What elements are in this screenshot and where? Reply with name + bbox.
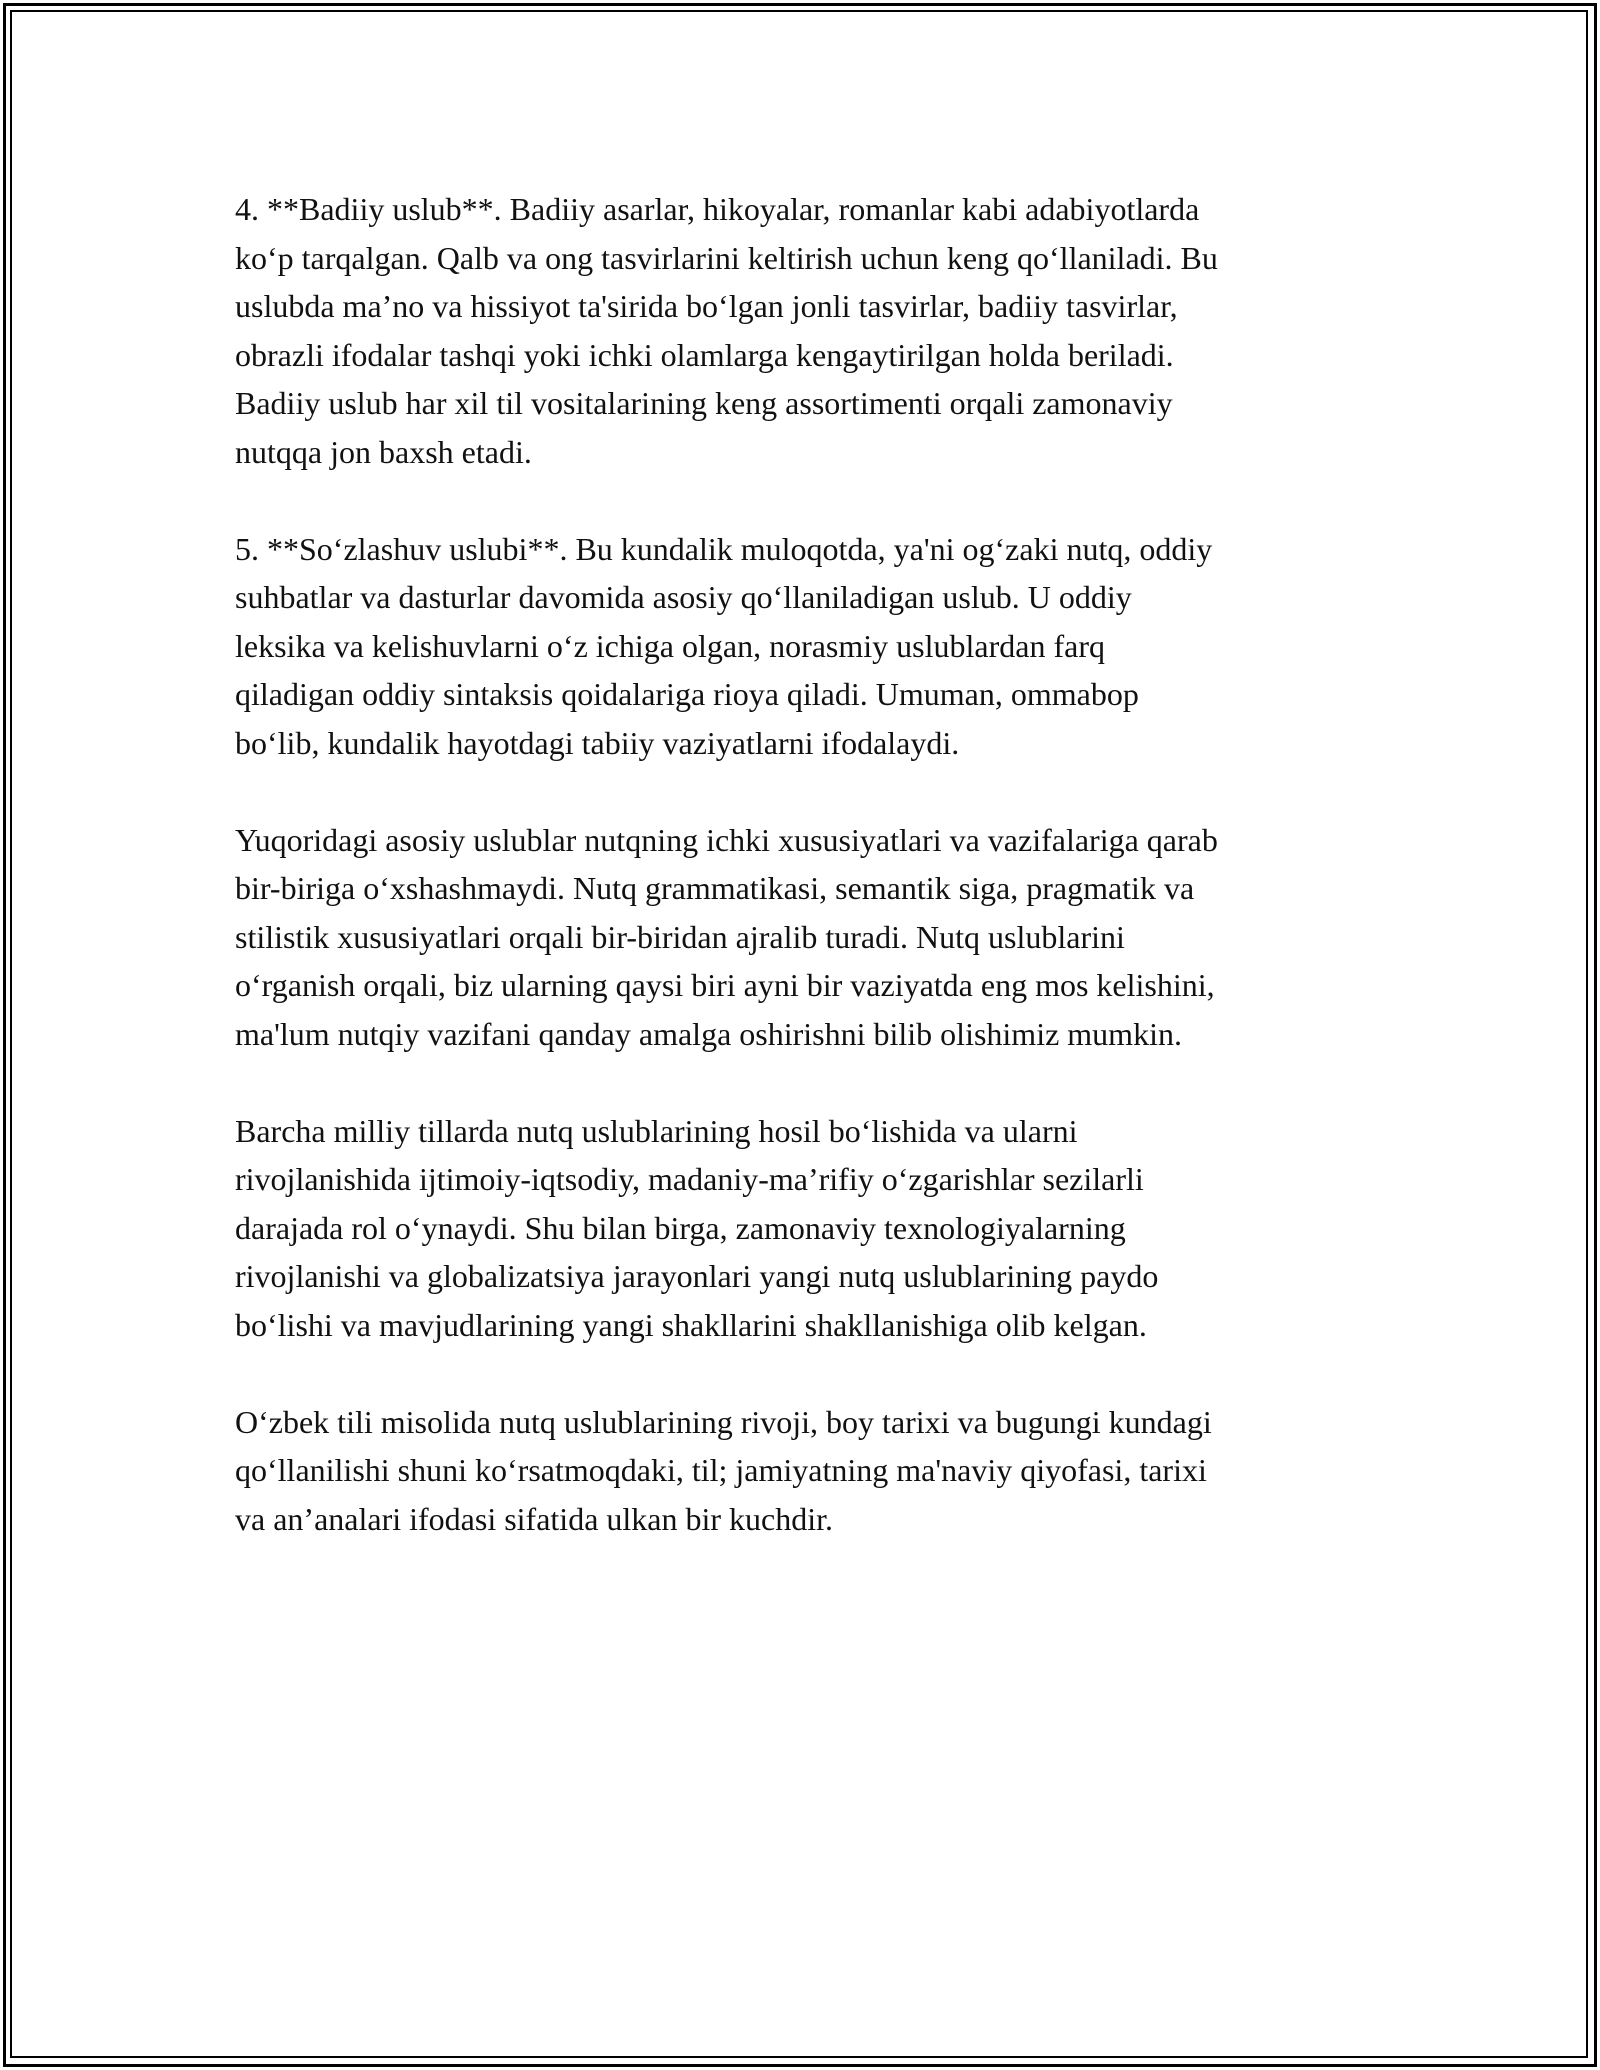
paragraph-sozlashuv-uslubi: 5. **So‘zlashuv uslubi**. Bu kundalik muloqotda, ya'ni og‘zaki nutq, oddiy suhbatlar va dasturlar davomida asosiy qo‘llaniladigan uslub. U oddiy leksika va kelishuvlarni o‘z ichiga olgan, norasmiy uslublardan farq qiladigan oddiy sintaksis qoidalariga rioya qiladi. Umuman, ommabop bo‘lib, kundalik hayotdagi tabiiy vaziyatlarni ifodalaydi.: [235, 530, 1213, 761]
document-body: [235, 185, 1375, 1592]
paragraph-asosiy-uslublar: Yuqoridagi asosiy uslublar nutqning ichki xususiyatlari va vazifalariga qarab bir-biriga o‘xshashmaydi. Nutq grammatikasi, semantik siga, pragmatik va stilistik xususiyatlari orqali bir-biridan ajralib turadi. Nutq uslublarini o‘rganish orqali, biz ularning qaysi biri ayni bir vaziyatda eng mos kelishini, ma'lum nutqiy vazifani qanday amalga oshirishni bilib olishimiz mumkin.: [235, 821, 1218, 1052]
paragraph-milliy-tillar: Barcha milliy tillarda nutq uslublarining hosil bo‘lishida va ularni rivojlanishida ijtimoiy-iqtsodiy, madaniy-ma’rifiy o‘zgarishlar sezilarli darajada rol o‘ynaydi. Shu bilan birga, zamonaviy texnologiyalarning rivojlanishi va globalizatsiya jarayonlari yangi nutq uslublarining paydo bo‘lishi va mavjudlarining yangi shakllarini shakllanishiga olib kelgan.: [235, 1112, 1159, 1343]
paragraph-ozbek-tili: O‘zbek tili misolida nutq uslublarining rivoji, boy tarixi va bugungi kundagi qo‘llanilishi shuni ko‘rsatmoqdaki, til; jamiyatning ma'naviy qiyofasi, tarixi va an’analari ifodasi sifatida ulkan bir kuchdir.: [235, 1403, 1212, 1537]
paragraph-badiiy-uslub: 4. **Badiiy uslub**. Badiiy asarlar, hikoyalar, romanlar kabi adabiyotlarda ko‘p tarqalgan. Qalb va ong tasvirlarini keltirish uchun keng qo‘llaniladi. Bu uslubda ma’no va hissiyot ta'sirida bo‘lgan jonli tasvirlar, badiiy tasvirlar, obrazli ifodalar tashqi yoki ichki olamlarga kengaytirilgan holda beriladi. Badiiy uslub har xil til vositalarining keng assortimenti orqali zamonaviy nutqqa jon baxsh etadi.: [235, 191, 1218, 470]
